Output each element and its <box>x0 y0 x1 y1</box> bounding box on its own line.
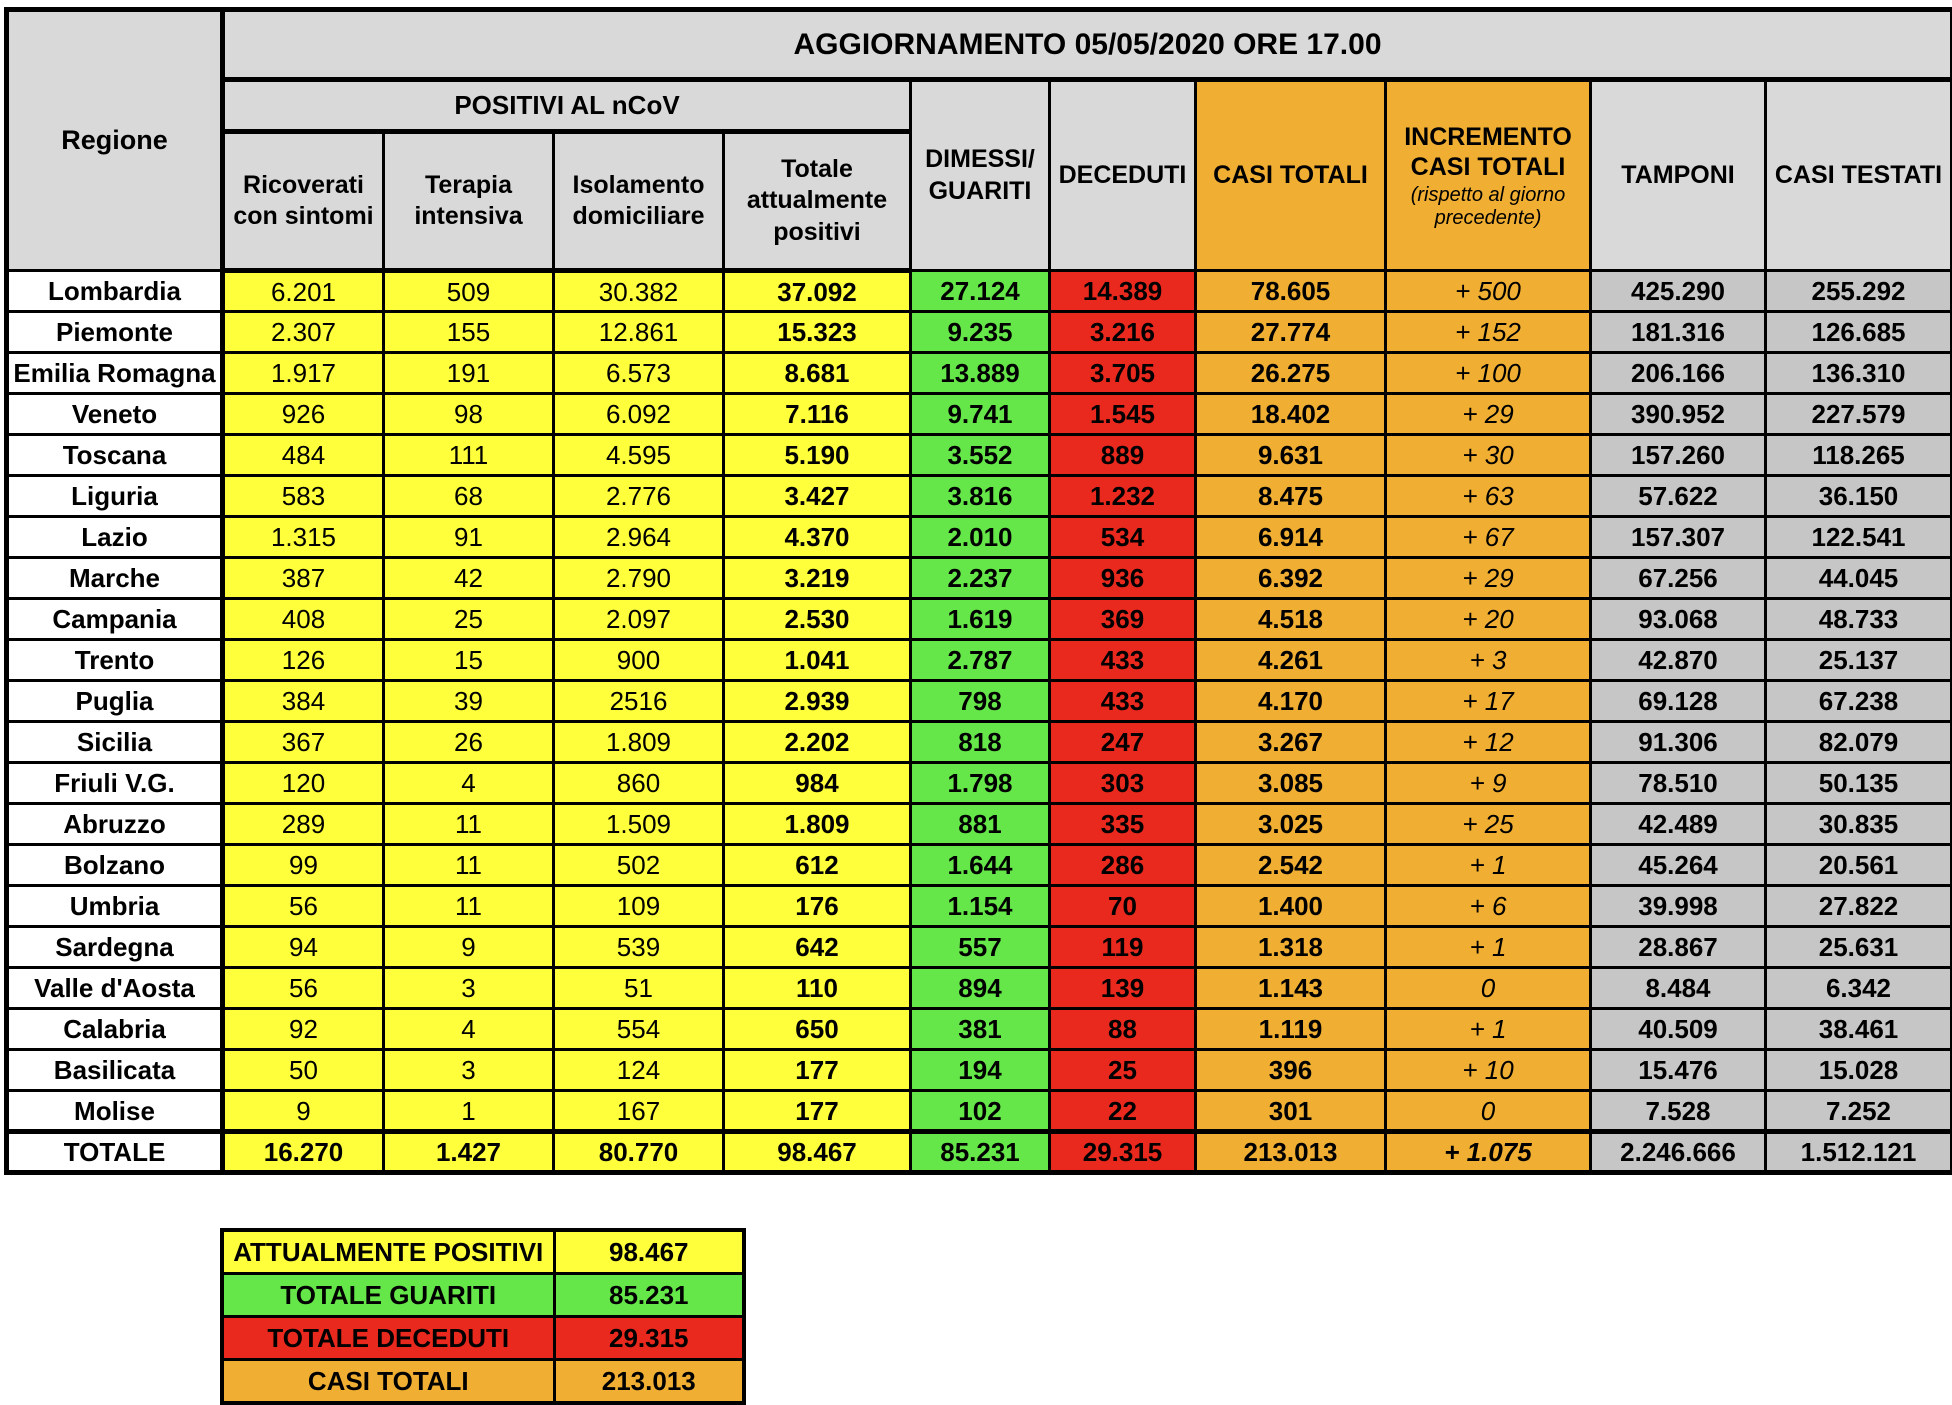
ricoverati-cell: 1.917 <box>223 353 384 394</box>
table-row <box>7 722 1952 763</box>
header-tamponi: TAMPONI <box>1591 80 1766 271</box>
casi-totali-cell: 26.275 <box>1196 353 1386 394</box>
isolamento-cell: 80.770 <box>554 1132 724 1173</box>
summary-value: 98.467 <box>554 1230 744 1274</box>
ricoverati-cell: 6.201 <box>223 271 384 312</box>
ricoverati-cell: 289 <box>223 804 384 845</box>
region-name-cell: Bolzano <box>7 845 223 886</box>
region-name-cell: Lazio <box>7 517 223 558</box>
isolamento-cell: 124 <box>554 1050 724 1091</box>
ricoverati-cell: 16.270 <box>223 1132 384 1173</box>
ricoverati-cell: 387 <box>223 558 384 599</box>
tamponi-cell: 181.316 <box>1591 312 1766 353</box>
casi-totali-cell: 213.013 <box>1196 1132 1386 1173</box>
table-row <box>7 640 1952 681</box>
region-name-cell: Valle d'Aosta <box>7 968 223 1009</box>
totale-positivi-cell: 3.427 <box>724 476 911 517</box>
totale-positivi-cell: 98.467 <box>724 1132 911 1173</box>
deceduti-cell: 3.216 <box>1050 312 1196 353</box>
casi-testati-cell: 126.685 <box>1766 312 1952 353</box>
table-row <box>7 517 1952 558</box>
isolamento-cell: 2.964 <box>554 517 724 558</box>
summary-row <box>222 1317 744 1360</box>
table-row <box>7 1009 1952 1050</box>
table-body <box>7 271 1952 1173</box>
table-row <box>7 763 1952 804</box>
isolamento-cell: 6.573 <box>554 353 724 394</box>
tamponi-cell: 93.068 <box>1591 599 1766 640</box>
terapia-intensiva-cell: 509 <box>384 271 554 312</box>
terapia-intensiva-cell: 11 <box>384 804 554 845</box>
ricoverati-cell: 2.307 <box>223 312 384 353</box>
region-name-cell: Sicilia <box>7 722 223 763</box>
deceduti-cell: 936 <box>1050 558 1196 599</box>
region-name-cell: Friuli V.G. <box>7 763 223 804</box>
casi-testati-cell: 1.512.121 <box>1766 1132 1952 1173</box>
ricoverati-cell: 408 <box>223 599 384 640</box>
deceduti-cell: 14.389 <box>1050 271 1196 312</box>
totale-positivi-cell: 2.530 <box>724 599 911 640</box>
ricoverati-cell: 94 <box>223 927 384 968</box>
dimessi-guariti-cell: 9.235 <box>911 312 1050 353</box>
table-row <box>7 558 1952 599</box>
isolamento-cell: 6.092 <box>554 394 724 435</box>
incremento-cell: 0 <box>1386 1091 1591 1132</box>
casi-totali-cell: 4.170 <box>1196 681 1386 722</box>
ricoverati-cell: 926 <box>223 394 384 435</box>
terapia-intensiva-cell: 9 <box>384 927 554 968</box>
tamponi-cell: 2.246.666 <box>1591 1132 1766 1173</box>
casi-testati-cell: 118.265 <box>1766 435 1952 476</box>
isolamento-cell: 51 <box>554 968 724 1009</box>
totale-positivi-cell: 1.809 <box>724 804 911 845</box>
totale-positivi-cell: 5.190 <box>724 435 911 476</box>
header-dimessi-guariti: DIMESSI/ GUARITI <box>911 80 1050 271</box>
tamponi-cell: 69.128 <box>1591 681 1766 722</box>
casi-testati-cell: 255.292 <box>1766 271 1952 312</box>
region-name-cell: Campania <box>7 599 223 640</box>
tamponi-cell: 78.510 <box>1591 763 1766 804</box>
terapia-intensiva-cell: 68 <box>384 476 554 517</box>
tamponi-cell: 39.998 <box>1591 886 1766 927</box>
ricoverati-cell: 384 <box>223 681 384 722</box>
deceduti-cell: 286 <box>1050 845 1196 886</box>
casi-totali-cell: 78.605 <box>1196 271 1386 312</box>
terapia-intensiva-cell: 3 <box>384 1050 554 1091</box>
terapia-intensiva-cell: 155 <box>384 312 554 353</box>
dimessi-guariti-cell: 2.010 <box>911 517 1050 558</box>
terapia-intensiva-cell: 91 <box>384 517 554 558</box>
deceduti-cell: 303 <box>1050 763 1196 804</box>
terapia-intensiva-cell: 3 <box>384 968 554 1009</box>
dimessi-guariti-cell: 2.237 <box>911 558 1050 599</box>
casi-totali-cell: 1.143 <box>1196 968 1386 1009</box>
incremento-cell: + 1 <box>1386 927 1591 968</box>
casi-totali-cell: 3.025 <box>1196 804 1386 845</box>
header-ricoverati: Ricoverati con sintomi <box>223 132 384 271</box>
region-name-cell: Molise <box>7 1091 223 1132</box>
tamponi-cell: 157.307 <box>1591 517 1766 558</box>
totale-positivi-cell: 177 <box>724 1091 911 1132</box>
incremento-cell: + 9 <box>1386 763 1591 804</box>
region-name-cell: Calabria <box>7 1009 223 1050</box>
totale-row <box>7 1132 1952 1173</box>
terapia-intensiva-cell: 26 <box>384 722 554 763</box>
totale-positivi-cell: 650 <box>724 1009 911 1050</box>
incremento-cell: + 29 <box>1386 394 1591 435</box>
region-name-cell: Umbria <box>7 886 223 927</box>
casi-totali-cell: 3.085 <box>1196 763 1386 804</box>
casi-totali-cell: 1.119 <box>1196 1009 1386 1050</box>
totale-positivi-cell: 7.116 <box>724 394 911 435</box>
header-casi-totali: CASI TOTALI <box>1196 80 1386 271</box>
region-name-cell: Basilicata <box>7 1050 223 1091</box>
isolamento-cell: 554 <box>554 1009 724 1050</box>
deceduti-cell: 335 <box>1050 804 1196 845</box>
dimessi-guariti-cell: 85.231 <box>911 1132 1050 1173</box>
ricoverati-cell: 126 <box>223 640 384 681</box>
isolamento-cell: 30.382 <box>554 271 724 312</box>
casi-testati-cell: 25.631 <box>1766 927 1952 968</box>
incremento-cell: + 10 <box>1386 1050 1591 1091</box>
incremento-cell: + 1.075 <box>1386 1132 1591 1173</box>
tamponi-cell: 15.476 <box>1591 1050 1766 1091</box>
region-name-cell: Veneto <box>7 394 223 435</box>
summary-row <box>222 1360 744 1404</box>
region-name-cell: Sardegna <box>7 927 223 968</box>
incremento-cell: + 100 <box>1386 353 1591 394</box>
tamponi-cell: 28.867 <box>1591 927 1766 968</box>
tamponi-cell: 40.509 <box>1591 1009 1766 1050</box>
summary-row <box>222 1274 744 1317</box>
casi-testati-cell: 20.561 <box>1766 845 1952 886</box>
ricoverati-cell: 583 <box>223 476 384 517</box>
isolamento-cell: 502 <box>554 845 724 886</box>
ricoverati-cell: 50 <box>223 1050 384 1091</box>
tamponi-cell: 91.306 <box>1591 722 1766 763</box>
isolamento-cell: 1.809 <box>554 722 724 763</box>
totale-positivi-cell: 2.202 <box>724 722 911 763</box>
totale-positivi-cell: 642 <box>724 927 911 968</box>
table-row <box>7 435 1952 476</box>
deceduti-cell: 22 <box>1050 1091 1196 1132</box>
summary-body <box>222 1230 744 1403</box>
dimessi-guariti-cell: 1.644 <box>911 845 1050 886</box>
summary-table <box>220 1228 746 1405</box>
region-name-cell: Emilia Romagna <box>7 353 223 394</box>
tamponi-cell: 425.290 <box>1591 271 1766 312</box>
summary-label: ATTUALMENTE POSITIVI <box>222 1230 554 1274</box>
dimessi-guariti-cell: 818 <box>911 722 1050 763</box>
table-row <box>7 312 1952 353</box>
terapia-intensiva-cell: 191 <box>384 353 554 394</box>
isolamento-cell: 2.776 <box>554 476 724 517</box>
casi-testati-cell: 50.135 <box>1766 763 1952 804</box>
totale-positivi-cell: 984 <box>724 763 911 804</box>
ricoverati-cell: 120 <box>223 763 384 804</box>
terapia-intensiva-cell: 25 <box>384 599 554 640</box>
ricoverati-cell: 367 <box>223 722 384 763</box>
tamponi-cell: 8.484 <box>1591 968 1766 1009</box>
casi-totali-cell: 4.261 <box>1196 640 1386 681</box>
terapia-intensiva-cell: 1.427 <box>384 1132 554 1173</box>
region-name-cell: Trento <box>7 640 223 681</box>
dimessi-guariti-cell: 9.741 <box>911 394 1050 435</box>
summary-value: 213.013 <box>554 1360 744 1404</box>
incremento-cell: + 29 <box>1386 558 1591 599</box>
casi-testati-cell: 82.079 <box>1766 722 1952 763</box>
header-incremento <box>1386 80 1591 271</box>
totale-positivi-cell: 1.041 <box>724 640 911 681</box>
casi-testati-cell: 44.045 <box>1766 558 1952 599</box>
tamponi-cell: 7.528 <box>1591 1091 1766 1132</box>
incremento-cell: + 6 <box>1386 886 1591 927</box>
incremento-cell: + 152 <box>1386 312 1591 353</box>
dimessi-guariti-cell: 798 <box>911 681 1050 722</box>
tamponi-cell: 390.952 <box>1591 394 1766 435</box>
table-row <box>7 968 1952 1009</box>
isolamento-cell: 539 <box>554 927 724 968</box>
casi-totali-cell: 8.475 <box>1196 476 1386 517</box>
summary-value: 85.231 <box>554 1274 744 1317</box>
table-row <box>7 353 1952 394</box>
dimessi-guariti-cell: 557 <box>911 927 1050 968</box>
dimessi-guariti-cell: 3.552 <box>911 435 1050 476</box>
incremento-cell: + 12 <box>1386 722 1591 763</box>
table-row <box>7 271 1952 312</box>
tamponi-cell: 42.870 <box>1591 640 1766 681</box>
incremento-cell: + 30 <box>1386 435 1591 476</box>
casi-totali-cell: 18.402 <box>1196 394 1386 435</box>
deceduti-cell: 3.705 <box>1050 353 1196 394</box>
isolamento-cell: 860 <box>554 763 724 804</box>
casi-totali-cell: 9.631 <box>1196 435 1386 476</box>
tamponi-cell: 45.264 <box>1591 845 1766 886</box>
totale-positivi-cell: 8.681 <box>724 353 911 394</box>
terapia-intensiva-cell: 98 <box>384 394 554 435</box>
terapia-intensiva-cell: 42 <box>384 558 554 599</box>
region-name-cell: TOTALE <box>7 1132 223 1173</box>
casi-totali-cell: 1.318 <box>1196 927 1386 968</box>
incremento-cell: + 3 <box>1386 640 1591 681</box>
region-name-cell: Toscana <box>7 435 223 476</box>
region-name-cell: Puglia <box>7 681 223 722</box>
header-incremento-note: (rispetto al giorno precedente) <box>1389 184 1587 230</box>
deceduti-cell: 25 <box>1050 1050 1196 1091</box>
casi-testati-cell: 48.733 <box>1766 599 1952 640</box>
deceduti-cell: 889 <box>1050 435 1196 476</box>
dimessi-guariti-cell: 1.798 <box>911 763 1050 804</box>
table-row <box>7 476 1952 517</box>
dimessi-guariti-cell: 2.787 <box>911 640 1050 681</box>
region-name-cell: Marche <box>7 558 223 599</box>
table-row <box>7 845 1952 886</box>
totale-positivi-cell: 2.939 <box>724 681 911 722</box>
tamponi-cell: 157.260 <box>1591 435 1766 476</box>
header-totale-positivi: Totale attualmente positivi <box>724 132 911 271</box>
casi-testati-cell: 136.310 <box>1766 353 1952 394</box>
terapia-intensiva-cell: 1 <box>384 1091 554 1132</box>
casi-totali-cell: 2.542 <box>1196 845 1386 886</box>
isolamento-cell: 900 <box>554 640 724 681</box>
table-row <box>7 394 1952 435</box>
totale-positivi-cell: 176 <box>724 886 911 927</box>
deceduti-cell: 433 <box>1050 640 1196 681</box>
terapia-intensiva-cell: 11 <box>384 886 554 927</box>
deceduti-cell: 534 <box>1050 517 1196 558</box>
ricoverati-cell: 92 <box>223 1009 384 1050</box>
table-row <box>7 886 1952 927</box>
isolamento-cell: 109 <box>554 886 724 927</box>
isolamento-cell: 2.790 <box>554 558 724 599</box>
terapia-intensiva-cell: 111 <box>384 435 554 476</box>
deceduti-cell: 247 <box>1050 722 1196 763</box>
dimessi-guariti-cell: 894 <box>911 968 1050 1009</box>
header-regione: Regione <box>7 10 223 271</box>
incremento-cell: + 1 <box>1386 1009 1591 1050</box>
table-row <box>7 681 1952 722</box>
covid-regional-table <box>4 7 1952 1175</box>
totale-positivi-cell: 612 <box>724 845 911 886</box>
header-casi-testati: CASI TESTATI <box>1766 80 1952 271</box>
tamponi-cell: 42.489 <box>1591 804 1766 845</box>
terapia-intensiva-cell: 4 <box>384 763 554 804</box>
tamponi-cell: 206.166 <box>1591 353 1766 394</box>
isolamento-cell: 167 <box>554 1091 724 1132</box>
summary-label: TOTALE GUARITI <box>222 1274 554 1317</box>
header-incremento-title: INCREMENTO CASI TOTALI <box>1404 123 1572 181</box>
totale-positivi-cell: 15.323 <box>724 312 911 353</box>
dimessi-guariti-cell: 381 <box>911 1009 1050 1050</box>
summary-label: TOTALE DECEDUTI <box>222 1317 554 1360</box>
totale-positivi-cell: 4.370 <box>724 517 911 558</box>
deceduti-cell: 139 <box>1050 968 1196 1009</box>
ricoverati-cell: 56 <box>223 968 384 1009</box>
casi-testati-cell: 25.137 <box>1766 640 1952 681</box>
terapia-intensiva-cell: 11 <box>384 845 554 886</box>
table-row <box>7 927 1952 968</box>
isolamento-cell: 12.861 <box>554 312 724 353</box>
casi-totali-cell: 1.400 <box>1196 886 1386 927</box>
ricoverati-cell: 56 <box>223 886 384 927</box>
casi-totali-cell: 3.267 <box>1196 722 1386 763</box>
summary-label: CASI TOTALI <box>222 1360 554 1404</box>
dimessi-guariti-cell: 13.889 <box>911 353 1050 394</box>
tamponi-cell: 57.622 <box>1591 476 1766 517</box>
incremento-cell: + 1 <box>1386 845 1591 886</box>
casi-testati-cell: 38.461 <box>1766 1009 1952 1050</box>
table-row <box>7 1091 1952 1132</box>
deceduti-cell: 119 <box>1050 927 1196 968</box>
region-name-cell: Lombardia <box>7 271 223 312</box>
deceduti-cell: 369 <box>1050 599 1196 640</box>
deceduti-cell: 1.232 <box>1050 476 1196 517</box>
casi-totali-cell: 6.392 <box>1196 558 1386 599</box>
region-name-cell: Abruzzo <box>7 804 223 845</box>
dimessi-guariti-cell: 881 <box>911 804 1050 845</box>
region-name-cell: Liguria <box>7 476 223 517</box>
incremento-cell: + 17 <box>1386 681 1591 722</box>
dimessi-guariti-cell: 1.619 <box>911 599 1050 640</box>
deceduti-cell: 1.545 <box>1050 394 1196 435</box>
dimessi-guariti-cell: 194 <box>911 1050 1050 1091</box>
summary-row <box>222 1230 744 1274</box>
deceduti-cell: 70 <box>1050 886 1196 927</box>
incremento-cell: + 500 <box>1386 271 1591 312</box>
totale-positivi-cell: 37.092 <box>724 271 911 312</box>
casi-totali-cell: 396 <box>1196 1050 1386 1091</box>
casi-testati-cell: 227.579 <box>1766 394 1952 435</box>
terapia-intensiva-cell: 4 <box>384 1009 554 1050</box>
ricoverati-cell: 9 <box>223 1091 384 1132</box>
tamponi-cell: 67.256 <box>1591 558 1766 599</box>
isolamento-cell: 4.595 <box>554 435 724 476</box>
table-title: AGGIORNAMENTO 05/05/2020 ORE 17.00 <box>223 10 1952 80</box>
table-row <box>7 599 1952 640</box>
header-isolamento: Isolamento domiciliare <box>554 132 724 271</box>
terapia-intensiva-cell: 39 <box>384 681 554 722</box>
casi-testati-cell: 6.342 <box>1766 968 1952 1009</box>
dimessi-guariti-cell: 1.154 <box>911 886 1050 927</box>
totale-positivi-cell: 177 <box>724 1050 911 1091</box>
isolamento-cell: 1.509 <box>554 804 724 845</box>
header-positivi-group: POSITIVI AL nCoV <box>223 80 911 132</box>
deceduti-cell: 88 <box>1050 1009 1196 1050</box>
casi-totali-cell: 27.774 <box>1196 312 1386 353</box>
dimessi-guariti-cell: 27.124 <box>911 271 1050 312</box>
casi-testati-cell: 67.238 <box>1766 681 1952 722</box>
dimessi-guariti-cell: 3.816 <box>911 476 1050 517</box>
totale-positivi-cell: 3.219 <box>724 558 911 599</box>
incremento-cell: + 67 <box>1386 517 1591 558</box>
casi-testati-cell: 7.252 <box>1766 1091 1952 1132</box>
casi-totali-cell: 4.518 <box>1196 599 1386 640</box>
casi-testati-cell: 122.541 <box>1766 517 1952 558</box>
casi-totali-cell: 301 <box>1196 1091 1386 1132</box>
dimessi-guariti-cell: 102 <box>911 1091 1050 1132</box>
deceduti-cell: 433 <box>1050 681 1196 722</box>
incremento-cell: + 20 <box>1386 599 1591 640</box>
isolamento-cell: 2.097 <box>554 599 724 640</box>
region-name-cell: Piemonte <box>7 312 223 353</box>
ricoverati-cell: 1.315 <box>223 517 384 558</box>
casi-testati-cell: 27.822 <box>1766 886 1952 927</box>
deceduti-cell: 29.315 <box>1050 1132 1196 1173</box>
casi-testati-cell: 30.835 <box>1766 804 1952 845</box>
header-deceduti: DECEDUTI <box>1050 80 1196 271</box>
casi-testati-cell: 36.150 <box>1766 476 1952 517</box>
casi-testati-cell: 15.028 <box>1766 1050 1952 1091</box>
casi-totali-cell: 6.914 <box>1196 517 1386 558</box>
table-row <box>7 804 1952 845</box>
incremento-cell: + 25 <box>1386 804 1591 845</box>
terapia-intensiva-cell: 15 <box>384 640 554 681</box>
ricoverati-cell: 484 <box>223 435 384 476</box>
incremento-cell: + 63 <box>1386 476 1591 517</box>
incremento-cell: 0 <box>1386 968 1591 1009</box>
header-terapia-intensiva: Terapia intensiva <box>384 132 554 271</box>
summary-value: 29.315 <box>554 1317 744 1360</box>
totale-positivi-cell: 110 <box>724 968 911 1009</box>
table-row <box>7 1050 1952 1091</box>
isolamento-cell: 2516 <box>554 681 724 722</box>
ricoverati-cell: 99 <box>223 845 384 886</box>
